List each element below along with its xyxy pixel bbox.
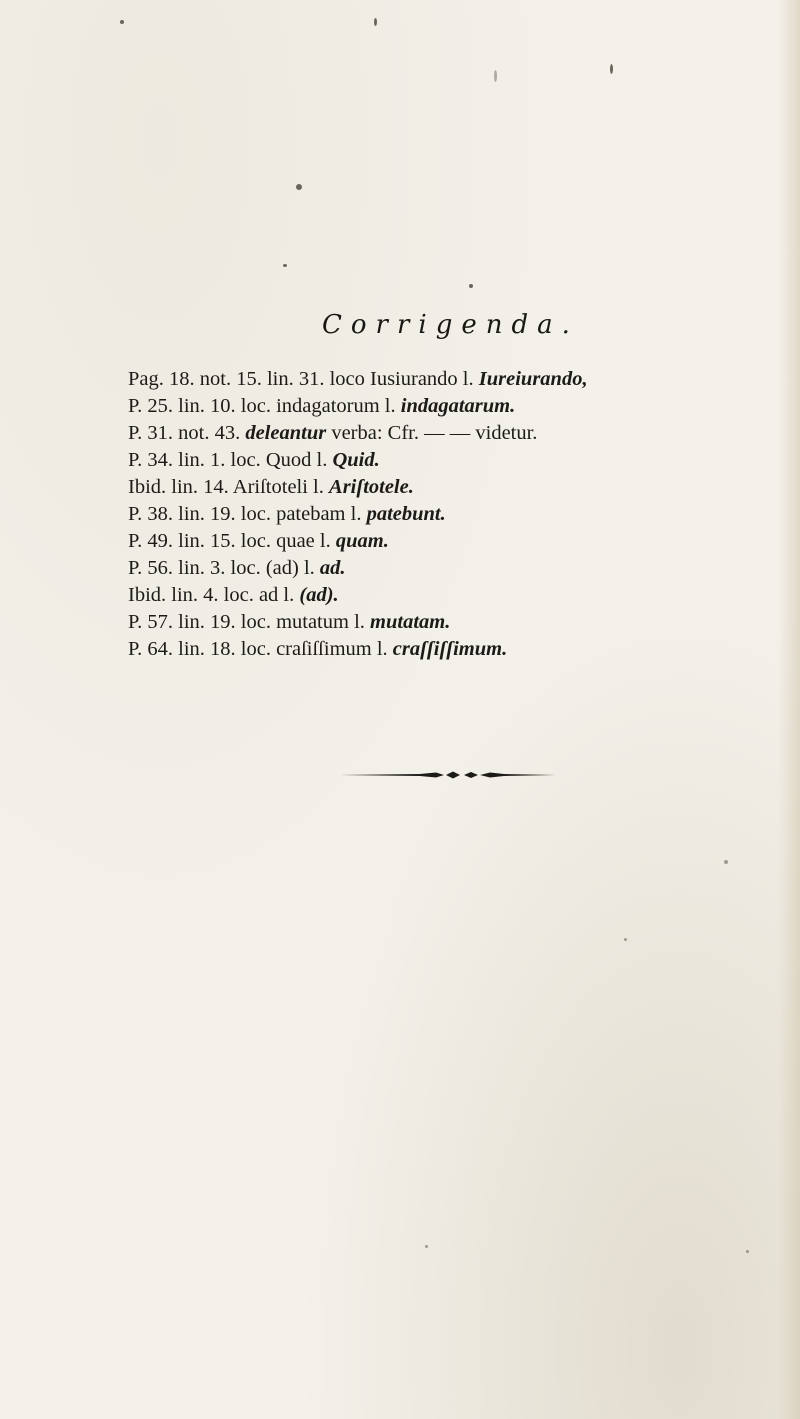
ink-speck	[610, 64, 613, 74]
entry-reference: P. 34. lin. 1. loc. Quod l.	[128, 449, 328, 471]
ink-speck	[425, 1245, 428, 1248]
entry-reference: Pag. 18. not. 15. lin. 31. loco Iusiurando l.	[128, 368, 474, 390]
corrigenda-entry	[128, 501, 788, 528]
entry-reference: P. 56. lin. 3. loc. (ad) l.	[128, 557, 315, 579]
entry-reference: Ibid. lin. 4. loc. ad l.	[128, 584, 295, 606]
corrigenda-entry	[128, 447, 788, 474]
corrigenda-entry	[128, 474, 788, 501]
entry-reference: P. 38. lin. 19. loc. patebam l.	[128, 503, 362, 525]
ink-speck	[724, 860, 728, 864]
ink-speck	[374, 18, 377, 26]
corrigenda-entry	[128, 393, 788, 420]
ink-speck	[283, 264, 287, 267]
entry-correction: quam.	[335, 530, 389, 552]
corrigenda-entry	[128, 420, 788, 447]
page-edge-shadow	[778, 0, 800, 1419]
corrigenda-entry	[128, 609, 788, 636]
entry-correction: mutatam.	[370, 611, 451, 633]
ink-speck	[120, 20, 124, 24]
entry-reference: P. 57. lin. 19. loc. mutatum l.	[128, 611, 365, 633]
printer-ornament-rule-icon	[340, 770, 556, 780]
corrigenda-entry	[128, 555, 788, 582]
ink-speck	[296, 184, 302, 190]
entry-correction: deleantur	[245, 422, 327, 444]
corrigenda-list	[128, 366, 788, 663]
ink-speck	[469, 284, 473, 288]
entry-reference: Ibid. lin. 14. Ariſtoteli l.	[128, 476, 324, 498]
entry-reference: P. 31. not. 43.	[128, 422, 241, 444]
entry-correction: Quid.	[332, 449, 380, 471]
ink-speck	[746, 1250, 749, 1253]
corrigenda-entry	[128, 366, 788, 393]
entry-correction: ad.	[319, 557, 346, 579]
page-heading: Corrigenda.	[322, 310, 579, 340]
entry-correction: Iureiurando,	[478, 368, 588, 390]
entry-reference: P. 64. lin. 18. loc. craſiſſimum l.	[128, 638, 388, 660]
corrigenda-entry	[128, 636, 788, 663]
entry-correction: Ariſtotele.	[329, 476, 414, 498]
entry-reference: P. 25. lin. 10. loc. indagatorum l.	[128, 395, 396, 417]
ink-speck	[624, 938, 627, 941]
corrigenda-entry	[128, 582, 788, 609]
entry-reference: P. 49. lin. 15. loc. quae l.	[128, 530, 331, 552]
entry-correction: craſſiſſimum.	[392, 638, 508, 660]
entry-correction: indagatarum.	[400, 395, 516, 417]
entry-correction: (ad).	[299, 584, 339, 606]
ink-speck	[494, 70, 497, 82]
corrigenda-entry	[128, 528, 788, 555]
entry-remainder: verba: Cfr. — — videtur.	[331, 422, 538, 444]
entry-correction: patebunt.	[366, 503, 446, 525]
